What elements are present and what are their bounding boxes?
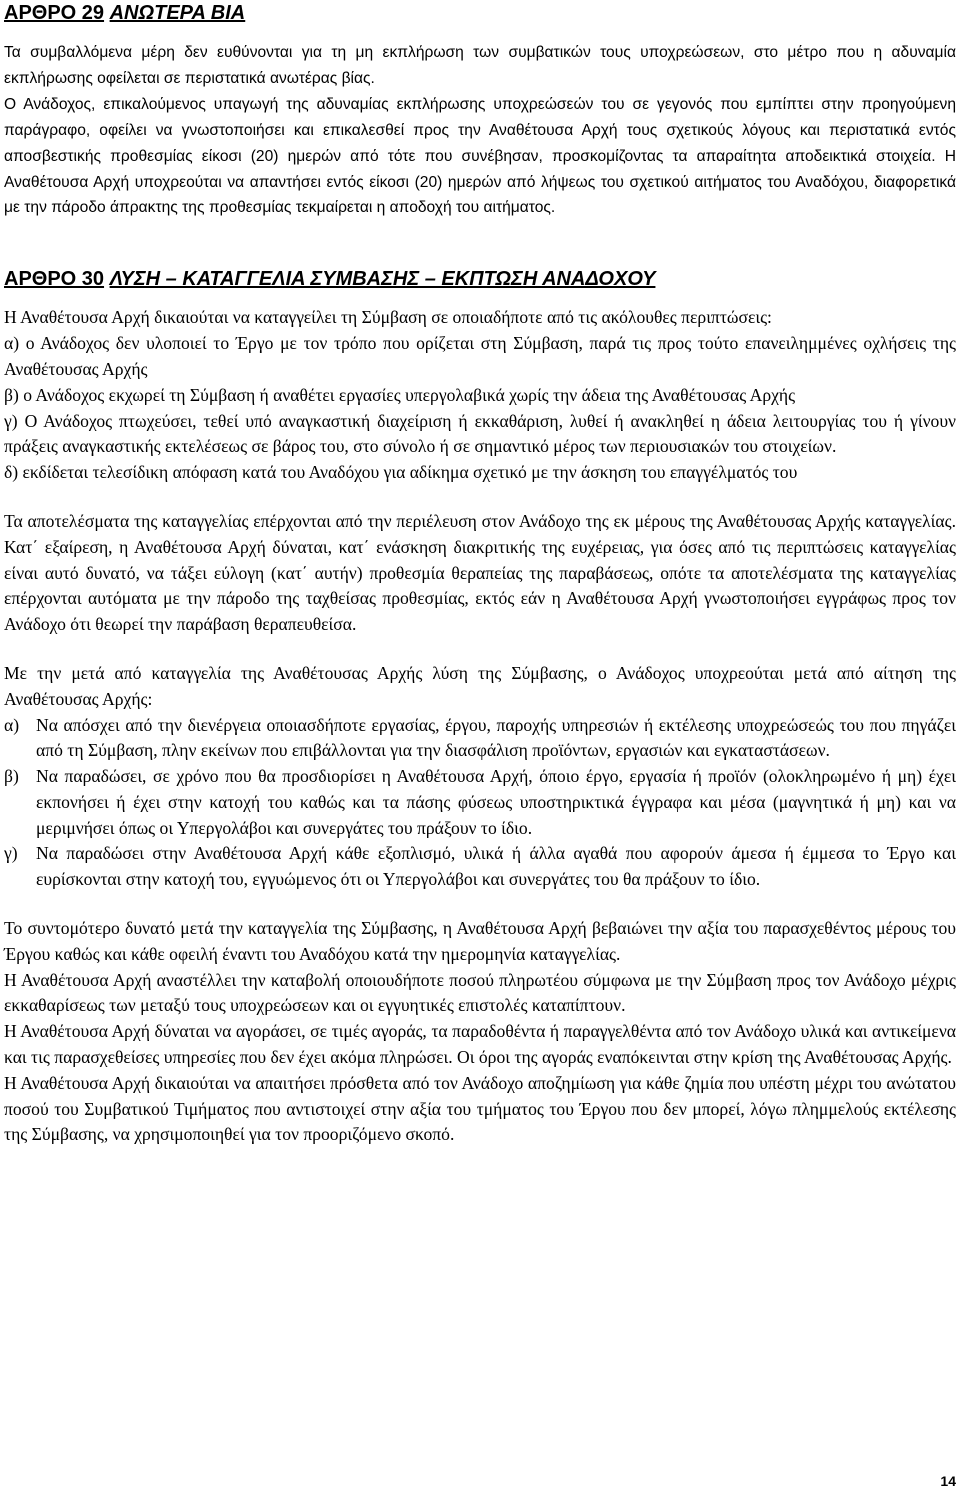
obligation-text: Να παραδώσει, σε χρόνο που θα προσδιορίσει η Αναθέτουσα Αρχή, όποιο έργο, εργασία ή προϊόν (ολοκληρωμένο ή μη) έχει εκπονήσει ή έχει στην κατοχή του καθώς και τα πάσης φύσεως υποστηρικτικά έγγραφα και μέσα (μαγνητικά ή μη) και να μεριμνήσει όπως οι Υπεργολάβοι και συνεργάτες του πράξουν το ίδιο. [36,766,956,838]
article-29-title: ΑΝΩΤΕΡΑ ΒΙΑ [109,2,246,24]
article-30-title: ΛΥΣΗ – ΚΑΤΑΓΓΕΛΙΑ ΣΥΜΒΑΣΗΣ – ΕΚΠΤΩΣΗ ΑΝΑΔΟΧΟΥ [109,268,656,291]
post-termination-intro: Με την μετά από καταγγελία της Αναθέτουσας Αρχής λύση της Σύμβασης, ο Ανάδοχος υποχρεούται μετά από αίτηση της Αναθέτουσας Αρχής: [4,662,956,709]
closing-paragraph: Η Αναθέτουσα Αρχή δικαιούται να απαιτήσει πρόσθετα από τον Ανάδοχο αποζημίωση για κάθε ζημία που υπέστη μέχρι του ανώτατου ποσού του Συμβατικού Τιμήματος που αντιστοιχεί στην αξία του τμήματος του Έργου που δεν μπορεί, λόγω πλημμελούς εκτέλεσης της Σύμβασης, να χρησιμοποιηθεί για τον προοριζόμενο σκοπό. [4,1072,956,1145]
closing-paragraph: Η Αναθέτουσα Αρχή αναστέλλει την καταβολή οποιουδήποτε ποσού πληρωτέου σύμφωνα με την Σύμβαση προς τον Ανάδοχο μέχρις εκκαθαρίσεως των μεταξύ τους υποχρεώσεων και οι εγγυητικές επιστολές καταπίπτουν. [4,969,956,1016]
article-30-number: ΑΡΘΡΟ 30 [4,268,105,291]
termination-case: α) ο Ανάδοχος δεν υλοποιεί το Έργο με τον τρόπο που ορίζεται στη Σύμβαση, παρά τις προς τούτο επανειλημμένες οχλήσεις της Αναθέτουσας Αρχής [4,333,956,379]
obligation-marker: β) [4,766,19,787]
obligation-item [4,764,956,841]
article-29-paragraph: Τα συμβαλλόμενα μέρη δεν ευθύνονται για τη μη εκπλήρωση των συμβατικών τους υποχρεώσεων, στο μέτρο που η αδυναμία εκπλήρωσης οφείλεται σε περιστατικά ανωτέρας βίας. [4,44,956,87]
closing-paragraph: Η Αναθέτουσα Αρχή δύναται να αγοράσει, σε τιμές αγοράς, τα παραδοθέντα ή παραγγελθέντα από τον Ανάδοχο υλικά και αντικείμενα και τις παρασχεθείσες υπηρεσίες που δεν έχει ακόμα πληρώσει. Οι όροι της αγοράς εναπόκεινται στην κρίση της Αναθέτουσας Αρχής. [4,1021,956,1068]
termination-case: β) ο Ανάδοχος εκχωρεί τη Σύμβαση ή αναθέτει εργασίες υπεργολαβικά χωρίς την άδεια της Αναθέτουσας Αρχής [4,384,796,405]
article-29-paragraph: Ο Ανάδοχος, επικαλούμενος υπαγωγή της αδυναμίας εκπλήρωσης υποχρεώσεών του σε γεγονός που εμπίπτει στην προηγούμενη παράγραφο, οφείλει να γνωστοποιήσει και επικαλεσθεί προς την Αναθέτουσα Αρχή τους σχετικούς λόγους και περιστατικά εντός αποσβεστικής προθεσμίας είκοσι (20) ημερών από τότε που συνέβησαν, προσκομίζοντας τα απαραίτητα αποδεικτικά στοιχεία. Η Αναθέτουσα Αρχή υποχρεούται να απαντήσει εντός είκοσι (20) ημερών από λήψεως του σχετικού αιτήματος του Αναδόχου, διαφορετικά με την πάροδο άπρακτης της προθεσμίας τεκμαίρεται η αποδοχή του αιτήματος. [4,95,956,217]
obligation-item [4,713,956,765]
article-30-intro: Η Αναθέτουσα Αρχή δικαιούται να καταγγείλει τη Σύμβαση σε οποιαδήποτε από τις ακόλουθες περιπτώσεις: [4,307,772,328]
document-page [4,0,956,1148]
closing-paragraph: Το συντομότερο δυνατό μετά την καταγγελία της Σύμβασης, η Αναθέτουσα Αρχή βεβαιώνει την αξία του παρασχεθέντος μέρους του Έργου καθώς και κάθε οφειλή έναντι του Αναδόχου κατά την ημερομηνία καταγγελίας. [4,918,956,964]
obligation-marker: α) [4,714,20,735]
termination-case: δ) εκδίδεται τελεσίδικη απόφαση κατά του Αναδόχου για αδίκημα σχετικό με την άσκηση του επαγγέλματός του [4,462,798,483]
article-29-heading [4,1,956,25]
article-30-heading [4,267,956,291]
obligation-text: Να απόσχει από την διενέργεια οποιασδήποτε εργασίας, έργου, παροχής υπηρεσιών ή εκτέλεσης υποχρεώσεώς του που πηγάζει από τη Σύμβαση, πλην εκείνων που επιβάλλονται για την διασφάλιση προϊόντων, εργασιών και εγκαταστάσεων. [36,714,956,761]
article-29-number: ΑΡΘΡΟ 29 [4,2,105,24]
obligation-item [4,841,956,893]
termination-case: γ) Ο Ανάδοχος πτωχεύσει, τεθεί υπό αναγκαστική διαχείριση ή εκκαθάριση, λυθεί ή ανακληθεί η άδεια λειτουργίας του ή γίνουν πράξεις αναγκαστικής εκτελέσεως σε βάρος του, στο σύνολο ή σε σημαντικό μέρος των περιουσιακών του στοιχείων. [4,410,956,457]
page-number: 14 [940,1473,956,1489]
obligation-text: Να παραδώσει στην Αναθέτουσα Αρχή κάθε εξοπλισμό, υλικά ή άλλα αγαθά που αφορούν άμεσα ή έμμεσα το Έργο και ευρίσκονται στην κατοχή του, εγγυώμενος ότι οι Υπεργολάβοι και συνεργάτες του θα πράξουν το ίδιο. [36,843,956,890]
termination-effects: Τα αποτελέσματα της καταγγελίας επέρχονται από την περιέλευση στον Ανάδοχο της εκ μέρους της Αναθέτουσας Αρχής καταγγελίας. Κατ΄ εξαίρεση, η Αναθέτουσα Αρχή δύναται, κατ΄ ενάσκηση διακριτικής της ευχέρειας, για όσες από τις περιπτώσεις καταγγελίας είναι αυτό δυνατό, να τάξει εύλογη (κατ΄ αυτήν) προθεσμία θεραπείας της παραβάσεως, οπότε τα αποτελέσματα της καταγγελίας επέρχονται αυτόματα με την πάροδο της ταχθείσας προθεσμίας, εκτός εάν η Αναθέτουσα Αρχή γνωστοποιήσει εγγράφως προς τον Ανάδοχο ότι θεωρεί την παράβαση θεραπευθείσα. [4,510,956,635]
obligation-marker: γ) [4,843,18,864]
